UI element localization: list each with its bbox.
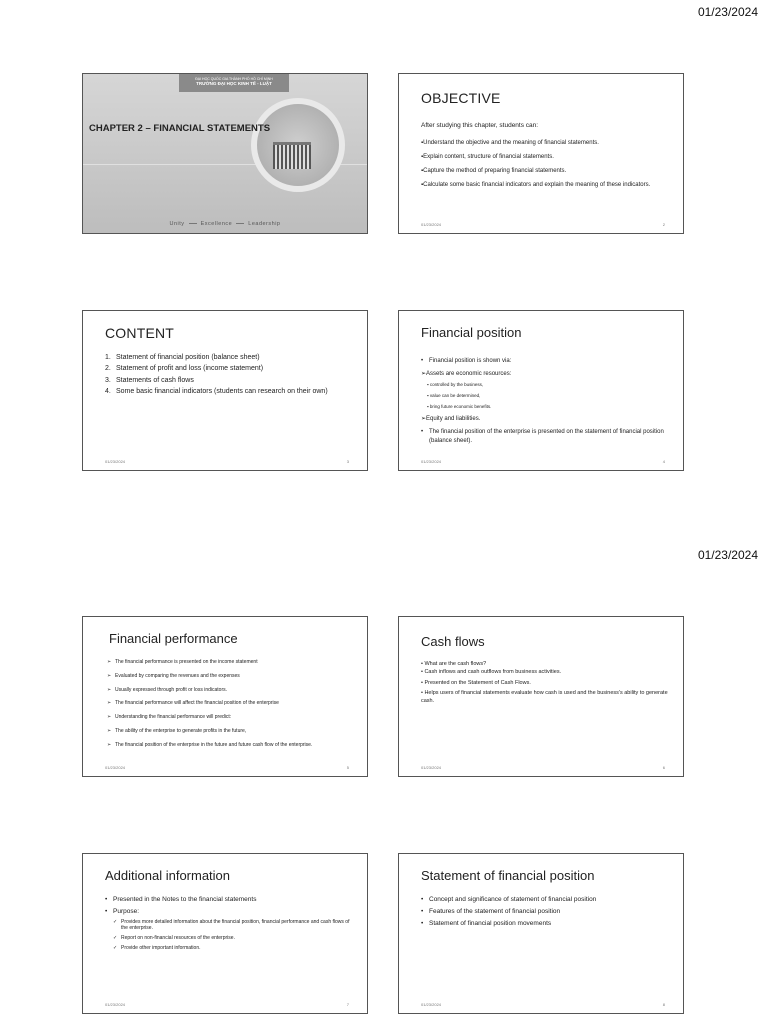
slide-financial-performance: [82, 616, 368, 777]
slide-heading: Statement of financial position: [421, 868, 595, 883]
slide-financial-position: [398, 310, 684, 471]
list-item: ➢Equity and liabilities.: [421, 416, 481, 423]
list-item: 4. Some basic financial indicators (students can research on their own): [105, 388, 328, 396]
slide-body: [421, 122, 671, 195]
list-subitem: ▪ value can be determined,: [427, 393, 481, 399]
objective-intro: After studying this chapter, students can:: [421, 122, 539, 129]
university-name: TRƯỜNG ĐẠI HỌC KINH TẾ - LUẬT: [196, 81, 272, 86]
list-item: ▪Understand the objective and the meaning of financial statements.: [421, 139, 599, 146]
list-item: ➢Assets are economic resources:: [421, 371, 512, 378]
list-item: • Features of the statement of financial position: [421, 907, 561, 915]
list-subitem: ✓ Provides more detailed information about the financial position, financial performance and cash flows of the enterprise.: [113, 918, 350, 932]
list-item: • Helps users of financial statements evaluate how cash is used and the business's ability to generate cash.: [421, 690, 668, 704]
slide-statement-financial-position: [398, 853, 684, 1014]
slide-heading: Additional information: [105, 868, 231, 883]
slide-number: 3: [346, 459, 349, 464]
slide-body: [421, 661, 671, 708]
page-date: 01/23/2024: [697, 548, 758, 562]
slide-body: [421, 357, 671, 451]
list-item: 3. Statements of cash flows: [105, 376, 194, 384]
slide-date: 01/23/2024: [421, 1002, 442, 1007]
list-item: • Purpose:: [105, 907, 140, 915]
slide-date: 01/23/2024: [421, 222, 442, 227]
slide-date: 01/23/2024: [105, 765, 126, 770]
slide-heading: CONTENT: [105, 325, 175, 341]
chapter-title: CHAPTER 2 – FINANCIAL STATEMENTS: [89, 123, 271, 134]
slide-objective: [398, 73, 684, 234]
list-item: ➢ The financial performance is presented on the income statement: [107, 659, 258, 665]
list-subitem: ▪ bring future economic benefits.: [427, 404, 492, 410]
tagline-excellence: Excellence: [200, 221, 233, 227]
header-small-text: ĐẠI HỌC QUỐC GIA THÀNH PHỐ HỒ CHÍ MINH: [195, 77, 273, 81]
tagline: [83, 221, 367, 227]
slide-content: [82, 310, 368, 471]
slide-number: 4: [662, 459, 665, 464]
slide-heading: Cash flows: [421, 634, 485, 649]
list-item: • The financial position of the enterprise is presented on the statement of financial position (balance sheet).: [421, 429, 664, 444]
slide-number: 2: [662, 222, 665, 227]
list-subitem: ✓ Provide other important information.: [113, 944, 201, 951]
list-item: ▪Capture the method of preparing financial statements.: [421, 167, 567, 174]
slide-title: [82, 73, 368, 234]
list-item: ➢ The ability of the enterprise to generate profits in the future,: [107, 727, 247, 734]
slide-date: 01/23/2024: [421, 459, 442, 464]
slide-date: 01/23/2024: [105, 1002, 126, 1007]
university-header: [179, 74, 289, 92]
list-item: • Statement of financial position movements: [421, 919, 552, 927]
list-item: 1. Statement of financial position (balance sheet): [105, 354, 260, 361]
list-item: • Presented in the Notes to the financial statements: [105, 896, 257, 903]
list-item: • Concept and significance of statement of financial position: [421, 896, 597, 903]
slide-heading: Financial position: [421, 325, 522, 340]
slide-body: [105, 353, 355, 399]
list-item: ▪Calculate some basic financial indicators and explain the meaning of these indicators.: [421, 182, 651, 189]
list-item: ▪Explain content, structure of financial statements.: [421, 153, 554, 160]
list-subitem: ✓ Report on non-financial resources of the enterprise.: [113, 935, 235, 942]
slide-number: 5: [346, 765, 349, 770]
list-item: • Cash inflows and cash outflows from business activities.: [421, 669, 562, 676]
slide-body: [107, 659, 355, 755]
list-item: • Presented on the Statement of Cash Flows.: [421, 679, 531, 686]
building-image: [273, 142, 311, 169]
list-item: ➢ The financial performance will affect the financial position of the enterprise: [107, 700, 279, 707]
list-item: • Financial position is shown via:: [421, 358, 512, 364]
tagline-unity: Unity: [169, 221, 185, 227]
slide-heading: OBJECTIVE: [421, 90, 501, 106]
list-item: 2. Statement of profit and loss (income statement): [105, 365, 264, 373]
slide-body: [105, 896, 355, 955]
slide-number: 8: [662, 1002, 665, 1007]
list-item: • What are the cash flows?: [421, 661, 487, 667]
list-item: ➢ Usually expressed through profit or loss indicators.: [107, 686, 227, 693]
slide-number: 6: [662, 765, 665, 770]
slide-number: 7: [346, 1002, 349, 1007]
tagline-leadership: Leadership: [248, 221, 281, 227]
slide-cash-flows: [398, 616, 684, 777]
list-item: ➢ Evaluated by comparing the revenues and the expenses: [107, 672, 240, 679]
slide-date: 01/23/2024: [105, 459, 126, 464]
list-item: ➢ The financial position of the enterprise in the future and future cash flow of the enterprise.: [107, 741, 313, 748]
slide-body: [421, 896, 671, 931]
list-item: ➢ Understanding the financial performance will predict:: [107, 714, 232, 720]
page-date: 01/23/2024: [697, 5, 758, 19]
slide-additional-information: [82, 853, 368, 1014]
slide-heading: Financial performance: [109, 631, 238, 646]
list-subitem: ▪ controlled by the business,: [427, 382, 484, 388]
slide-date: 01/23/2024: [421, 765, 442, 770]
